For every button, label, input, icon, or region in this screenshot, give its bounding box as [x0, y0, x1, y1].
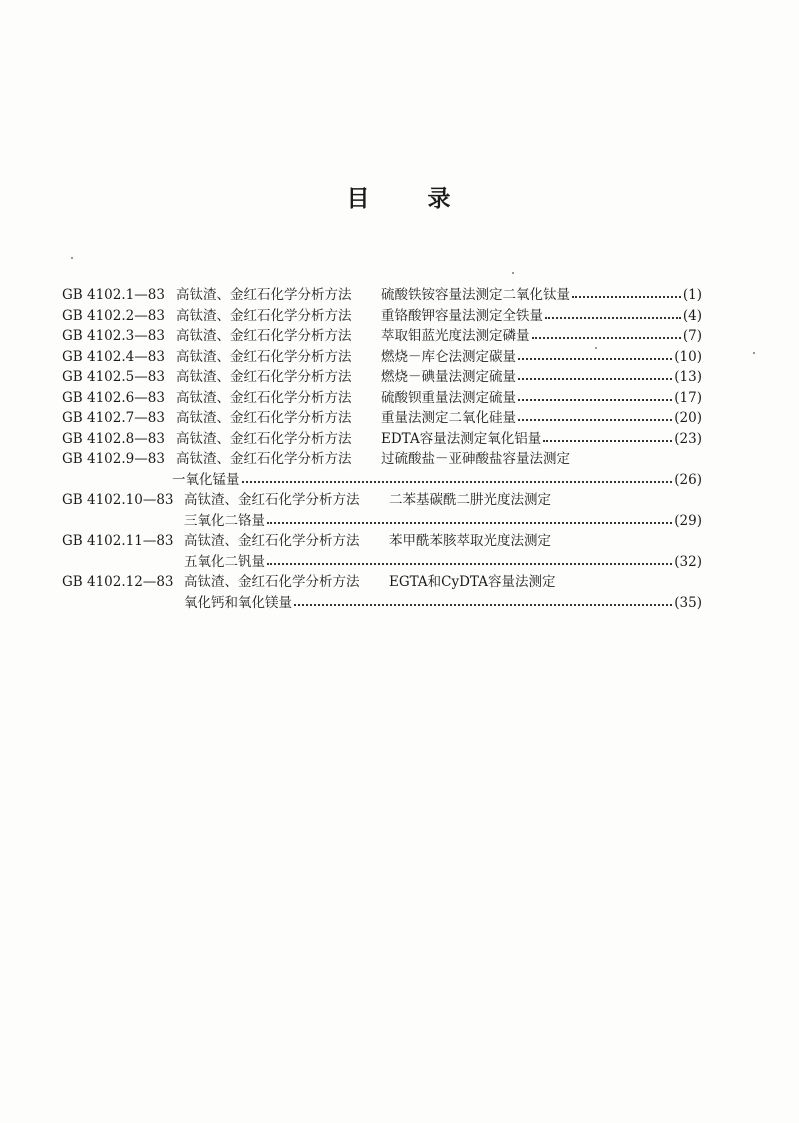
toc-entry-10[interactable]	[62, 488, 702, 529]
standard-code: GB 4102.3—83	[62, 328, 165, 344]
page-title	[0, 180, 799, 213]
page-number: (7)	[682, 328, 702, 344]
series-title: 高钛渣、金红石化学分析方法	[176, 430, 352, 447]
series-title: 高钛渣、金红石化学分析方法	[176, 328, 352, 344]
standard-code: GB 4102.11—83	[62, 533, 174, 549]
title-left: 目	[346, 186, 372, 212]
series-title: 高钛渣、金红石化学分析方法	[176, 389, 352, 406]
series-title: 高钛渣、金红石化学分析方法	[184, 492, 360, 508]
toc-entry-11[interactable]	[62, 529, 702, 570]
toc-entry-8[interactable]	[62, 427, 702, 448]
dot-leader	[572, 296, 681, 298]
series-title: 高钛渣、金红石化学分析方法	[184, 574, 360, 590]
method-title: EGTA和CyDTA容量法测定	[389, 574, 556, 590]
page-number: (13)	[674, 369, 702, 385]
page-number: (23)	[674, 430, 702, 447]
series-title: 高钛渣、金红石化学分析方法	[176, 410, 352, 426]
standard-code: GB 4102.6—83	[62, 389, 165, 406]
method-title: 燃烧－库仑法测定碳量	[381, 348, 516, 365]
series-title: 高钛渣、金红石化学分析方法	[176, 307, 352, 324]
series-title: 高钛渣、金红石化学分析方法	[176, 348, 352, 365]
method-title: 硫酸铁铵容量法测定二氧化钛量	[381, 287, 570, 303]
toc-entry-4[interactable]	[62, 345, 702, 366]
page-number: (4)	[682, 307, 702, 324]
series-title: 高钛渣、金红石化学分析方法	[184, 533, 360, 549]
standard-code: GB 4102.7—83	[62, 410, 165, 426]
toc-entry-7[interactable]	[62, 406, 702, 427]
page-number: (26)	[674, 471, 702, 488]
table-of-contents	[62, 283, 702, 611]
standard-code: GB 4102.10—83	[62, 492, 174, 508]
method-title: 重铬酸钾容量法测定全铁量	[381, 307, 543, 324]
method-title-continued: 五氧化二钒量	[184, 553, 265, 570]
method-title: 过硫酸盐－亚砷酸盐容量法测定	[381, 451, 570, 467]
standard-code: GB 4102.8—83	[62, 430, 165, 447]
toc-entry-2[interactable]	[62, 304, 702, 325]
method-title: 苯甲酰苯胲萃取光度法测定	[389, 533, 551, 549]
method-title-continued: 一氧化锰量	[172, 471, 240, 488]
dot-leader	[518, 378, 672, 380]
standard-code: GB 4102.1—83	[62, 287, 165, 303]
toc-entry-9[interactable]	[62, 447, 702, 488]
dot-leader	[543, 440, 672, 442]
dot-leader	[294, 604, 672, 606]
scan-speck	[595, 347, 597, 349]
method-title: EDTA容量法测定氧化铝量	[381, 430, 542, 447]
page-number: (20)	[674, 410, 702, 426]
scan-speck	[512, 272, 514, 274]
dot-leader	[518, 399, 672, 401]
standard-code: GB 4102.5—83	[62, 369, 165, 385]
dot-leader	[518, 358, 672, 360]
toc-entry-3[interactable]	[62, 324, 702, 345]
toc-entry-1[interactable]	[62, 283, 702, 304]
dot-leader	[518, 419, 672, 421]
dot-leader	[267, 522, 672, 524]
method-title: 萃取钼蓝光度法测定磷量	[381, 328, 530, 344]
scan-speck	[753, 352, 755, 354]
title-right: 录	[427, 186, 453, 212]
page-number: (17)	[674, 389, 702, 406]
page-number: (29)	[674, 512, 702, 529]
standard-code: GB 4102.12—83	[62, 574, 174, 590]
toc-entry-12[interactable]	[62, 570, 702, 611]
series-title: 高钛渣、金红石化学分析方法	[176, 369, 352, 385]
method-title: 燃烧－碘量法测定硫量	[381, 369, 516, 385]
dot-leader	[545, 317, 681, 319]
method-title: 硫酸钡重量法测定硫量	[381, 389, 516, 406]
dot-leader	[242, 481, 673, 483]
toc-entry-5[interactable]	[62, 365, 702, 386]
page-number: (10)	[674, 348, 702, 365]
method-title-continued: 氧化钙和氧化镁量	[184, 594, 292, 611]
page-number: (32)	[674, 553, 702, 570]
page-number: (1)	[682, 287, 702, 303]
standard-code: GB 4102.9—83	[62, 451, 165, 467]
scan-speck	[71, 257, 73, 259]
series-title: 高钛渣、金红石化学分析方法	[176, 451, 352, 467]
standard-code: GB 4102.2—83	[62, 307, 165, 324]
method-title: 重量法测定二氧化硅量	[381, 410, 516, 426]
dot-leader	[532, 337, 681, 339]
page-number: (35)	[674, 594, 702, 611]
dot-leader	[267, 563, 672, 565]
method-title: 二苯基碳酰二肼光度法测定	[389, 492, 551, 508]
method-title-continued: 三氧化二铬量	[184, 512, 265, 529]
toc-entry-6[interactable]	[62, 386, 702, 407]
standard-code: GB 4102.4—83	[62, 348, 165, 365]
series-title: 高钛渣、金红石化学分析方法	[176, 287, 352, 303]
